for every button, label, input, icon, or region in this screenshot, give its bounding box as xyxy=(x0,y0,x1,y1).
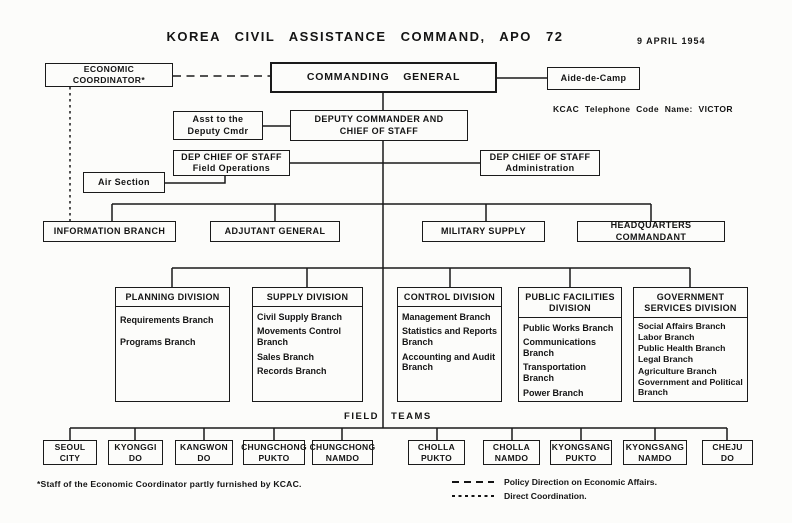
box-team-seoul-city xyxy=(43,440,97,465)
branch-list xyxy=(398,307,501,373)
field-teams-label-right: TEAMS xyxy=(391,411,432,422)
box-label: COMMANDING GENERAL xyxy=(306,70,461,83)
branch-item: Programs Branch xyxy=(120,337,196,348)
team-line1: KANGWON xyxy=(180,442,228,453)
box-label-line2: CHIEF OF STAFF xyxy=(339,125,419,136)
box-label: INFORMATION BRANCH xyxy=(53,225,166,236)
box-commanding-general xyxy=(270,62,497,93)
branch-item: Communications Branch xyxy=(523,337,597,358)
branch-item: Management Branch xyxy=(402,311,491,322)
box-team-kyonggi-do xyxy=(108,440,163,465)
branch-list xyxy=(634,318,747,398)
legend-row-direct xyxy=(452,491,657,501)
box-economic-coordinator xyxy=(45,63,173,87)
box-air-section xyxy=(83,172,165,193)
box-label-line2: Deputy Cmdr xyxy=(187,125,249,136)
division-title: CONTROL DIVISION xyxy=(398,288,501,307)
branch-item: Power Branch xyxy=(523,387,584,398)
branch-item: Movements Control Branch xyxy=(257,326,342,348)
box-team-chungchong-namdo xyxy=(309,440,376,465)
team-line2: NAMDO xyxy=(494,452,529,463)
box-team-chungchong-pukto xyxy=(243,440,305,465)
branch-item: Social Affairs Branch xyxy=(638,320,726,331)
box-label-line2: Administration xyxy=(505,163,575,173)
branch-item: Public Works Branch xyxy=(523,322,614,333)
box-information-branch xyxy=(43,221,176,242)
legend-policy-label: Policy Direction on Economic Affairs. xyxy=(504,477,657,487)
dotted-line-sample-icon xyxy=(452,495,494,497)
box-label: HEADQUARTERS COMMANDANT xyxy=(610,220,692,242)
box-label-line2: Field Operations xyxy=(192,163,271,173)
division-title: SUPPLY DIVISION xyxy=(253,288,362,307)
branch-item: Civil Supply Branch xyxy=(257,311,343,322)
chart-date: 9 APRIL 1954 xyxy=(637,36,706,46)
box-dep-chief-of-staff-administration xyxy=(480,150,600,176)
box-military-supply xyxy=(422,221,545,242)
team-line1: CHOLLA xyxy=(417,442,456,453)
box-team-cholla-namdo xyxy=(483,440,540,465)
team-line1: CHEJU xyxy=(712,442,743,453)
team-line1: CHUNGCHONG xyxy=(309,442,376,453)
team-line2: PUKTO xyxy=(420,452,453,463)
team-line2: CITY xyxy=(59,452,81,463)
telephone-code-note: KCAC Telephone Code Name: VICTOR xyxy=(553,104,733,114)
box-dep-chief-of-staff-field-operations xyxy=(173,150,290,176)
team-line2: DO xyxy=(128,452,143,463)
division-title: PLANNING DIVISION xyxy=(116,288,229,307)
box-label: ECONOMIC COORDINATOR* xyxy=(72,64,146,85)
division-government-services xyxy=(633,287,748,402)
legend-direct-label: Direct Coordination. xyxy=(504,491,587,501)
box-label-line1: DEP CHIEF OF STAFF xyxy=(181,151,282,162)
box-label-line1: Asst to the xyxy=(192,114,244,125)
dashed-line-sample-icon xyxy=(452,481,494,483)
legend-row-policy xyxy=(452,477,657,487)
team-line1: CHUNGCHONG xyxy=(241,442,307,453)
team-line2: NAMDO xyxy=(325,452,360,463)
division-supply xyxy=(252,287,363,402)
branch-list xyxy=(519,318,621,399)
branch-item: Government and Political Branch xyxy=(638,376,743,398)
box-adjutant-general xyxy=(210,221,340,242)
team-line1: KYONGSANG xyxy=(551,442,611,453)
box-label-line1: DEPUTY COMMANDER AND xyxy=(314,114,444,125)
branch-item: Legal Branch xyxy=(638,354,694,365)
box-label: MILITARY SUPPLY xyxy=(440,225,526,236)
team-line1: CHOLLA xyxy=(492,442,531,453)
branch-item: Public Health Branch xyxy=(638,343,726,354)
team-line1: KYONGSANG xyxy=(625,442,685,453)
line-legend xyxy=(452,477,657,505)
branch-list xyxy=(116,307,229,348)
division-title: GOVERNMENT SERVICES DIVISION xyxy=(634,288,747,318)
box-deputy-commander-chief-of-staff xyxy=(290,110,468,141)
branch-item: Labor Branch xyxy=(638,331,695,342)
branch-item: Requirements Branch xyxy=(120,314,214,325)
team-line2: NAMDO xyxy=(638,452,672,463)
branch-item: Agriculture Branch xyxy=(638,365,717,376)
field-teams-label-left: FIELD xyxy=(344,411,379,422)
box-team-cheju-do xyxy=(702,440,753,465)
box-label-line1: DEP CHIEF OF STAFF xyxy=(489,151,591,162)
team-line2: DO xyxy=(197,452,211,463)
branch-item: Transportation Branch xyxy=(523,362,587,384)
branch-item: Sales Branch xyxy=(257,351,315,362)
team-line1: SEOUL xyxy=(54,442,86,453)
box-team-kangwon-do xyxy=(175,440,233,465)
branch-list xyxy=(253,307,362,377)
box-label: Aide-de-Camp xyxy=(560,72,627,83)
branch-item: Statistics and Reports Branch xyxy=(402,326,498,348)
box-label: Air Section xyxy=(98,176,150,187)
box-aide-de-camp xyxy=(547,67,640,90)
page-title: KOREA CIVIL ASSISTANCE COMMAND, APO 72 xyxy=(166,29,564,44)
box-headquarters-commandant xyxy=(577,221,725,242)
team-line2: DO xyxy=(720,452,735,463)
division-public-facilities xyxy=(518,287,622,402)
division-control xyxy=(397,287,502,402)
box-team-kyongsang-pukto xyxy=(550,440,612,465)
box-asst-to-deputy-cmdr xyxy=(173,111,263,140)
branch-item: Accounting and Audit Branch xyxy=(402,351,496,373)
team-line1: KYONGGI xyxy=(114,442,157,453)
box-team-cholla-pukto xyxy=(408,440,465,465)
branch-item: Records Branch xyxy=(257,366,327,377)
division-planning xyxy=(115,287,230,402)
box-team-kyongsang-namdo xyxy=(623,440,687,465)
team-line2: PUKTO xyxy=(258,452,290,463)
box-label: ADJUTANT GENERAL xyxy=(224,225,326,236)
footnote-staff-note: *Staff of the Economic Coordinator partly furnished by KCAC. xyxy=(37,479,302,489)
division-title: PUBLIC FACILITIES DIVISION xyxy=(519,288,621,318)
team-line2: PUKTO xyxy=(565,452,597,463)
